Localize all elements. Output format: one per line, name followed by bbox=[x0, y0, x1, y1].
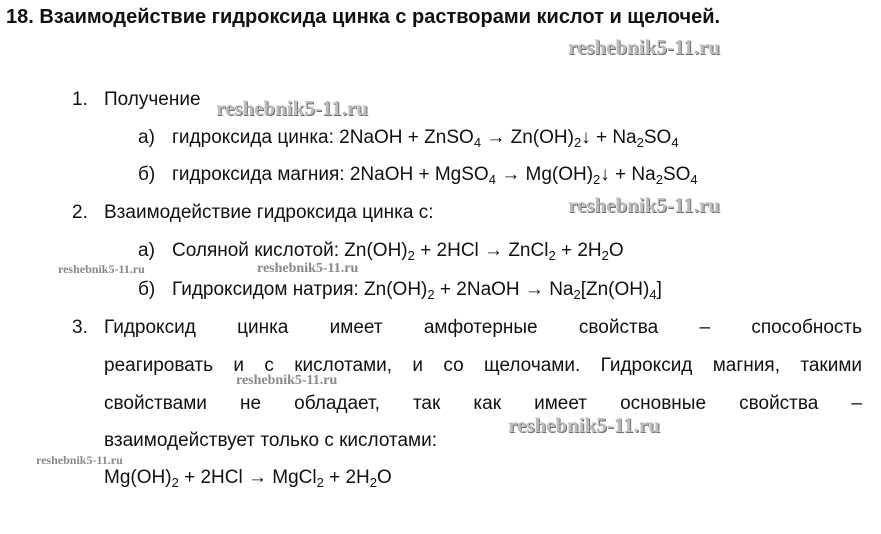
paragraph-line: свойствами не обладает, так как имеет основные свойства – bbox=[104, 393, 862, 414]
watermark: reshebnik5-11.ru bbox=[58, 262, 145, 276]
sub-letter: б) bbox=[138, 279, 156, 300]
item-label: Взаимодействие гидроксида цинка с: bbox=[104, 202, 434, 223]
reaction-line bbox=[172, 127, 679, 149]
watermark: reshebnik5-11.ru bbox=[508, 413, 660, 437]
reaction-text: гидроксида цинка: 2NaOH + ZnSO$_4$ → $Zn(OH)_2↓ + Na_2SO_4$ bbox=[172, 127, 679, 150]
page-title: 18. Взаимодействие гидроксида цинка с растворами кислот и щелочей. bbox=[6, 6, 721, 28]
watermark: reshebnik5-11.ru bbox=[257, 261, 359, 276]
reaction-text: гидроксида магния: 2NaOH + MgSO$_4$ → $Mg(OH)_2↓ + Na_2SO_4$ bbox=[172, 164, 698, 187]
watermark: reshebnik5-11.ru bbox=[36, 453, 123, 467]
reaction-text: Гидроксидом натрия: $Zn(OH)_2$ + 2NaOH → $Na_2[Zn(OH)_4]$ bbox=[172, 279, 662, 302]
watermark: reshebnik5-11.ru bbox=[568, 35, 720, 59]
reaction-line bbox=[172, 164, 698, 186]
item-label: Получение bbox=[104, 89, 201, 110]
watermark: reshebnik5-11.ru bbox=[568, 193, 720, 217]
paragraph-line: Гидроксид цинка имеет амфотерные свойства – способность bbox=[104, 317, 862, 338]
paragraph-line: взаимодействует только с кислотами: bbox=[104, 430, 437, 451]
equation-text: $Mg(OH)_2 + 2HCl$ → MgCl$_2$ + $2H_2O$ bbox=[104, 467, 392, 490]
reaction-text: Соляной кислотой: $Zn(OH)_2 + 2HCl$ → ZnCl$_2$ + $2H_2O$ bbox=[172, 240, 624, 263]
sub-letter: а) bbox=[138, 127, 155, 148]
watermark: reshebnik5-11.ru bbox=[216, 96, 368, 120]
item-number: 2. bbox=[72, 202, 88, 223]
equation-line bbox=[104, 467, 392, 489]
sub-letter: б) bbox=[138, 164, 156, 185]
item-number: 3. bbox=[72, 317, 88, 338]
item-number: 1. bbox=[72, 89, 88, 110]
sub-letter: а) bbox=[138, 240, 155, 261]
reaction-line bbox=[172, 279, 662, 301]
reaction-line bbox=[172, 240, 624, 262]
watermark: reshebnik5-11.ru bbox=[236, 373, 338, 388]
paragraph-line: реагировать и с кислотами, и со щелочами. Гидроксид магния, такими bbox=[104, 355, 862, 376]
